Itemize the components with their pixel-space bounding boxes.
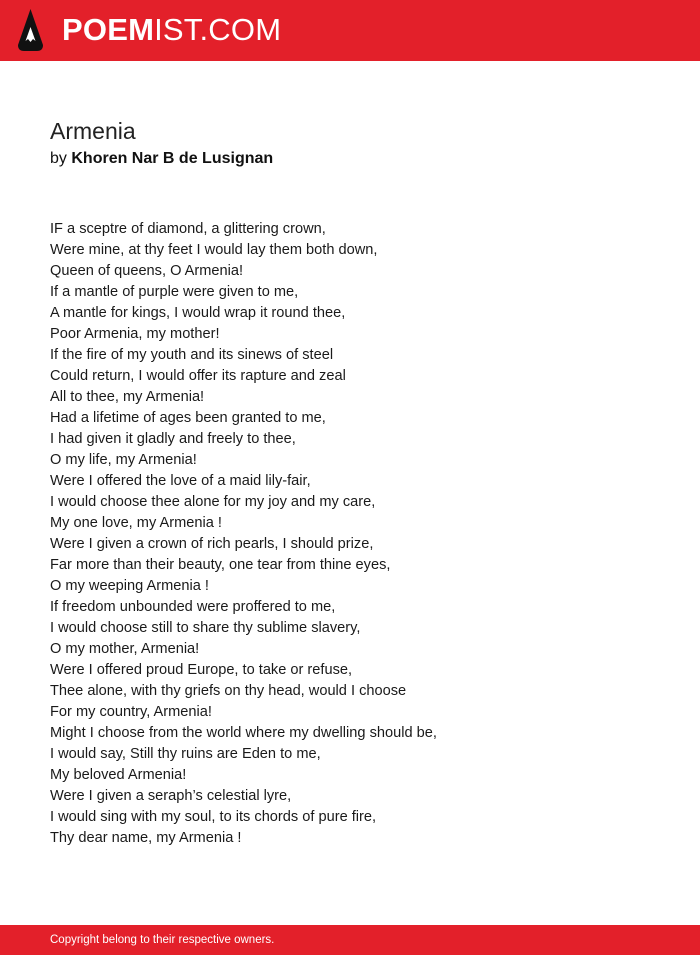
poem-author: Khoren Nar B de Lusignan (71, 150, 274, 167)
pencil-tip-icon[interactable] (18, 9, 43, 51)
site-logo-wordmark[interactable] (62, 12, 281, 48)
brand-bold-text: POEM (62, 12, 155, 47)
poem-line: Had a lifetime of ages been granted to me, (50, 410, 326, 426)
poem-title: Armenia (50, 118, 136, 144)
site-footer (0, 925, 700, 955)
poem-line: Were I given a seraph’s celestial lyre, (50, 788, 292, 804)
poem-line: Thy dear name, my Armenia ! (50, 830, 242, 846)
poem-line: My beloved Armenia! (50, 767, 187, 783)
poem-line: All to thee, my Armenia! (50, 389, 205, 405)
poem-line: Were I offered proud Europe, to take or refuse, (50, 662, 353, 678)
poem-line: O my life, my Armenia! (50, 452, 197, 468)
poem-line: Far more than their beauty, one tear from thine eyes, (50, 557, 391, 573)
poem-line: A mantle for kings, I would wrap it round thee, (50, 305, 346, 321)
poem-line: For my country, Armenia! (50, 704, 212, 720)
poem-line: IF a sceptre of diamond, a glittering crown, (50, 221, 326, 237)
poem-line: If the fire of my youth and its sinews of steel (50, 347, 334, 363)
poem-line: I would say, Still thy ruins are Eden to me, (50, 746, 321, 762)
by-label: by (50, 150, 67, 167)
poem-line: Could return, I would offer its rapture and zeal (50, 368, 346, 384)
poem-line: I had given it gladly and freely to thee, (50, 431, 296, 447)
poem-byline (50, 148, 273, 170)
poem-line: I would choose thee alone for my joy and my care, (50, 494, 376, 510)
poem-line: I would sing with my soul, to its chords of pure fire, (50, 809, 377, 825)
poem-line: Were I offered the love of a maid lily-fair, (50, 473, 311, 489)
poem-body (50, 219, 670, 849)
brand-thin-text: IST.COM (154, 12, 282, 47)
poem-line: If a mantle of purple were given to me, (50, 284, 299, 300)
poem-line: I would choose still to share thy sublime slavery, (50, 620, 361, 636)
poem-line: Thee alone, with thy griefs on thy head, would I choose (50, 683, 407, 699)
site-header (0, 0, 700, 61)
poem-line: Might I choose from the world where my dwelling should be, (50, 725, 437, 741)
poem-line: Queen of queens, O Armenia! (50, 263, 244, 279)
poem-line: If freedom unbounded were proffered to me, (50, 599, 336, 615)
poem-line: O my mother, Armenia! (50, 641, 200, 657)
poem-line: Were I given a crown of rich pearls, I should prize, (50, 536, 374, 552)
poem-line: Poor Armenia, my mother! (50, 326, 220, 342)
poem-line: My one love, my Armenia ! (50, 515, 222, 531)
poem-line: O my weeping Armenia ! (50, 578, 209, 594)
poem-line: Were mine, at thy feet I would lay them both down, (50, 242, 378, 258)
copyright-notice: Copyright belong to their respective owners. (50, 934, 275, 946)
